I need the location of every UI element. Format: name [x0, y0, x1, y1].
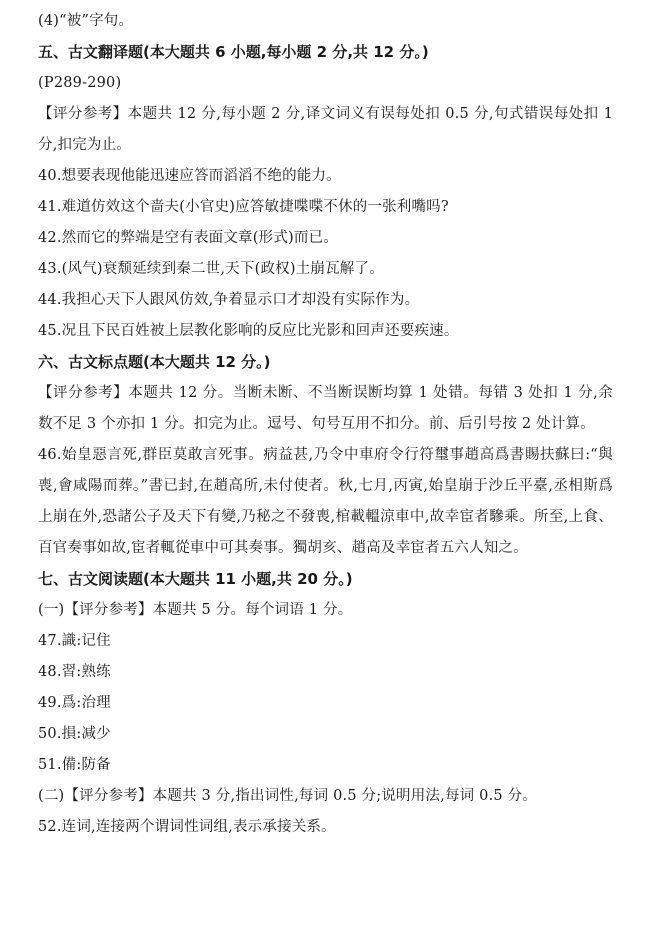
- section-heading-translation: 五、古文翻译题(本大题共 6 小题,每小题 2 分,共 12 分。): [38, 43, 429, 61]
- answer-52: 52.连词,连接两个谓词性词组,表示承接关系。: [38, 819, 336, 835]
- answer-45: 45.况且下民百姓被上层教化影响的反应比光影和回声还要疾速。: [38, 323, 459, 339]
- section-heading-punctuation: 六、古文标点题(本大题共 12 分。): [38, 353, 271, 371]
- scoring-reference: 【评分参考】本题共 12 分。当断未断、不当断误断均算 1 处错。每错 3 处扣 1 分,余数不足 3 个亦扣 1 分。扣完为止。逗号、句号互用不扣分。前、后引号按 2 处计算。: [38, 385, 613, 432]
- answer-47: 47.識:记住: [38, 633, 111, 649]
- answer-46: 46.始皇惡言死,群臣莫敢言死事。病益甚,乃令中車府令行符璽事趙高爲書賜扶蘇曰:“與喪,會咸陽而葬。”書已封,在趙高所,未付使者。秋,七月,丙寅,始皇崩于沙丘平臺,丞相斯爲上崩在外,恐諸公子及天下有變,乃秘之不發喪,棺載轀涼車中,故幸宦者驂乘。所至,上食、百官奏事如故,宦者輒從車中可其奏事。獨胡亥、趙高及幸宦者五六人知之。: [38, 447, 613, 556]
- answer-51: 51.備:防备: [38, 757, 111, 773]
- scoring-reference: (二)【评分参考】本题共 3 分,指出词性,每词 0.5 分;说明用法,每词 0.5 分。: [38, 788, 538, 804]
- list-item: (4)“被”字句。: [38, 13, 134, 29]
- scoring-reference: 【评分参考】本题共 12 分,每小题 2 分,译文词义有误每处扣 0.5 分,句式错误每处扣 1 分,扣完为止。: [38, 106, 613, 153]
- answer-43: 43.(风气)衰颓延续到秦二世,天下(政权)土崩瓦解了。: [38, 261, 384, 277]
- answer-49: 49.爲:治理: [38, 695, 111, 711]
- answer-41: 41.难道仿效这个啬夫(小官史)应答敏捷喋喋不休的一张利嘴吗?: [38, 199, 449, 215]
- answer-48: 48.習:熟练: [38, 664, 111, 680]
- scoring-reference: (一)【评分参考】本题共 5 分。每个词语 1 分。: [38, 602, 353, 618]
- page-reference: (P289-290): [38, 75, 122, 91]
- answer-50: 50.損:减少: [38, 726, 111, 742]
- document-page: [38, 6, 613, 843]
- section-heading-reading: 七、古文阅读题(本大题共 11 小题,共 20 分。): [38, 570, 353, 588]
- answer-42: 42.然而它的弊端是空有表面文章(形式)而已。: [38, 230, 338, 246]
- answer-40: 40.想要表现他能迅速应答而滔滔不绝的能力。: [38, 168, 341, 184]
- answer-44: 44.我担心天下人跟风仿效,争着显示口才却没有实际作为。: [38, 292, 420, 308]
